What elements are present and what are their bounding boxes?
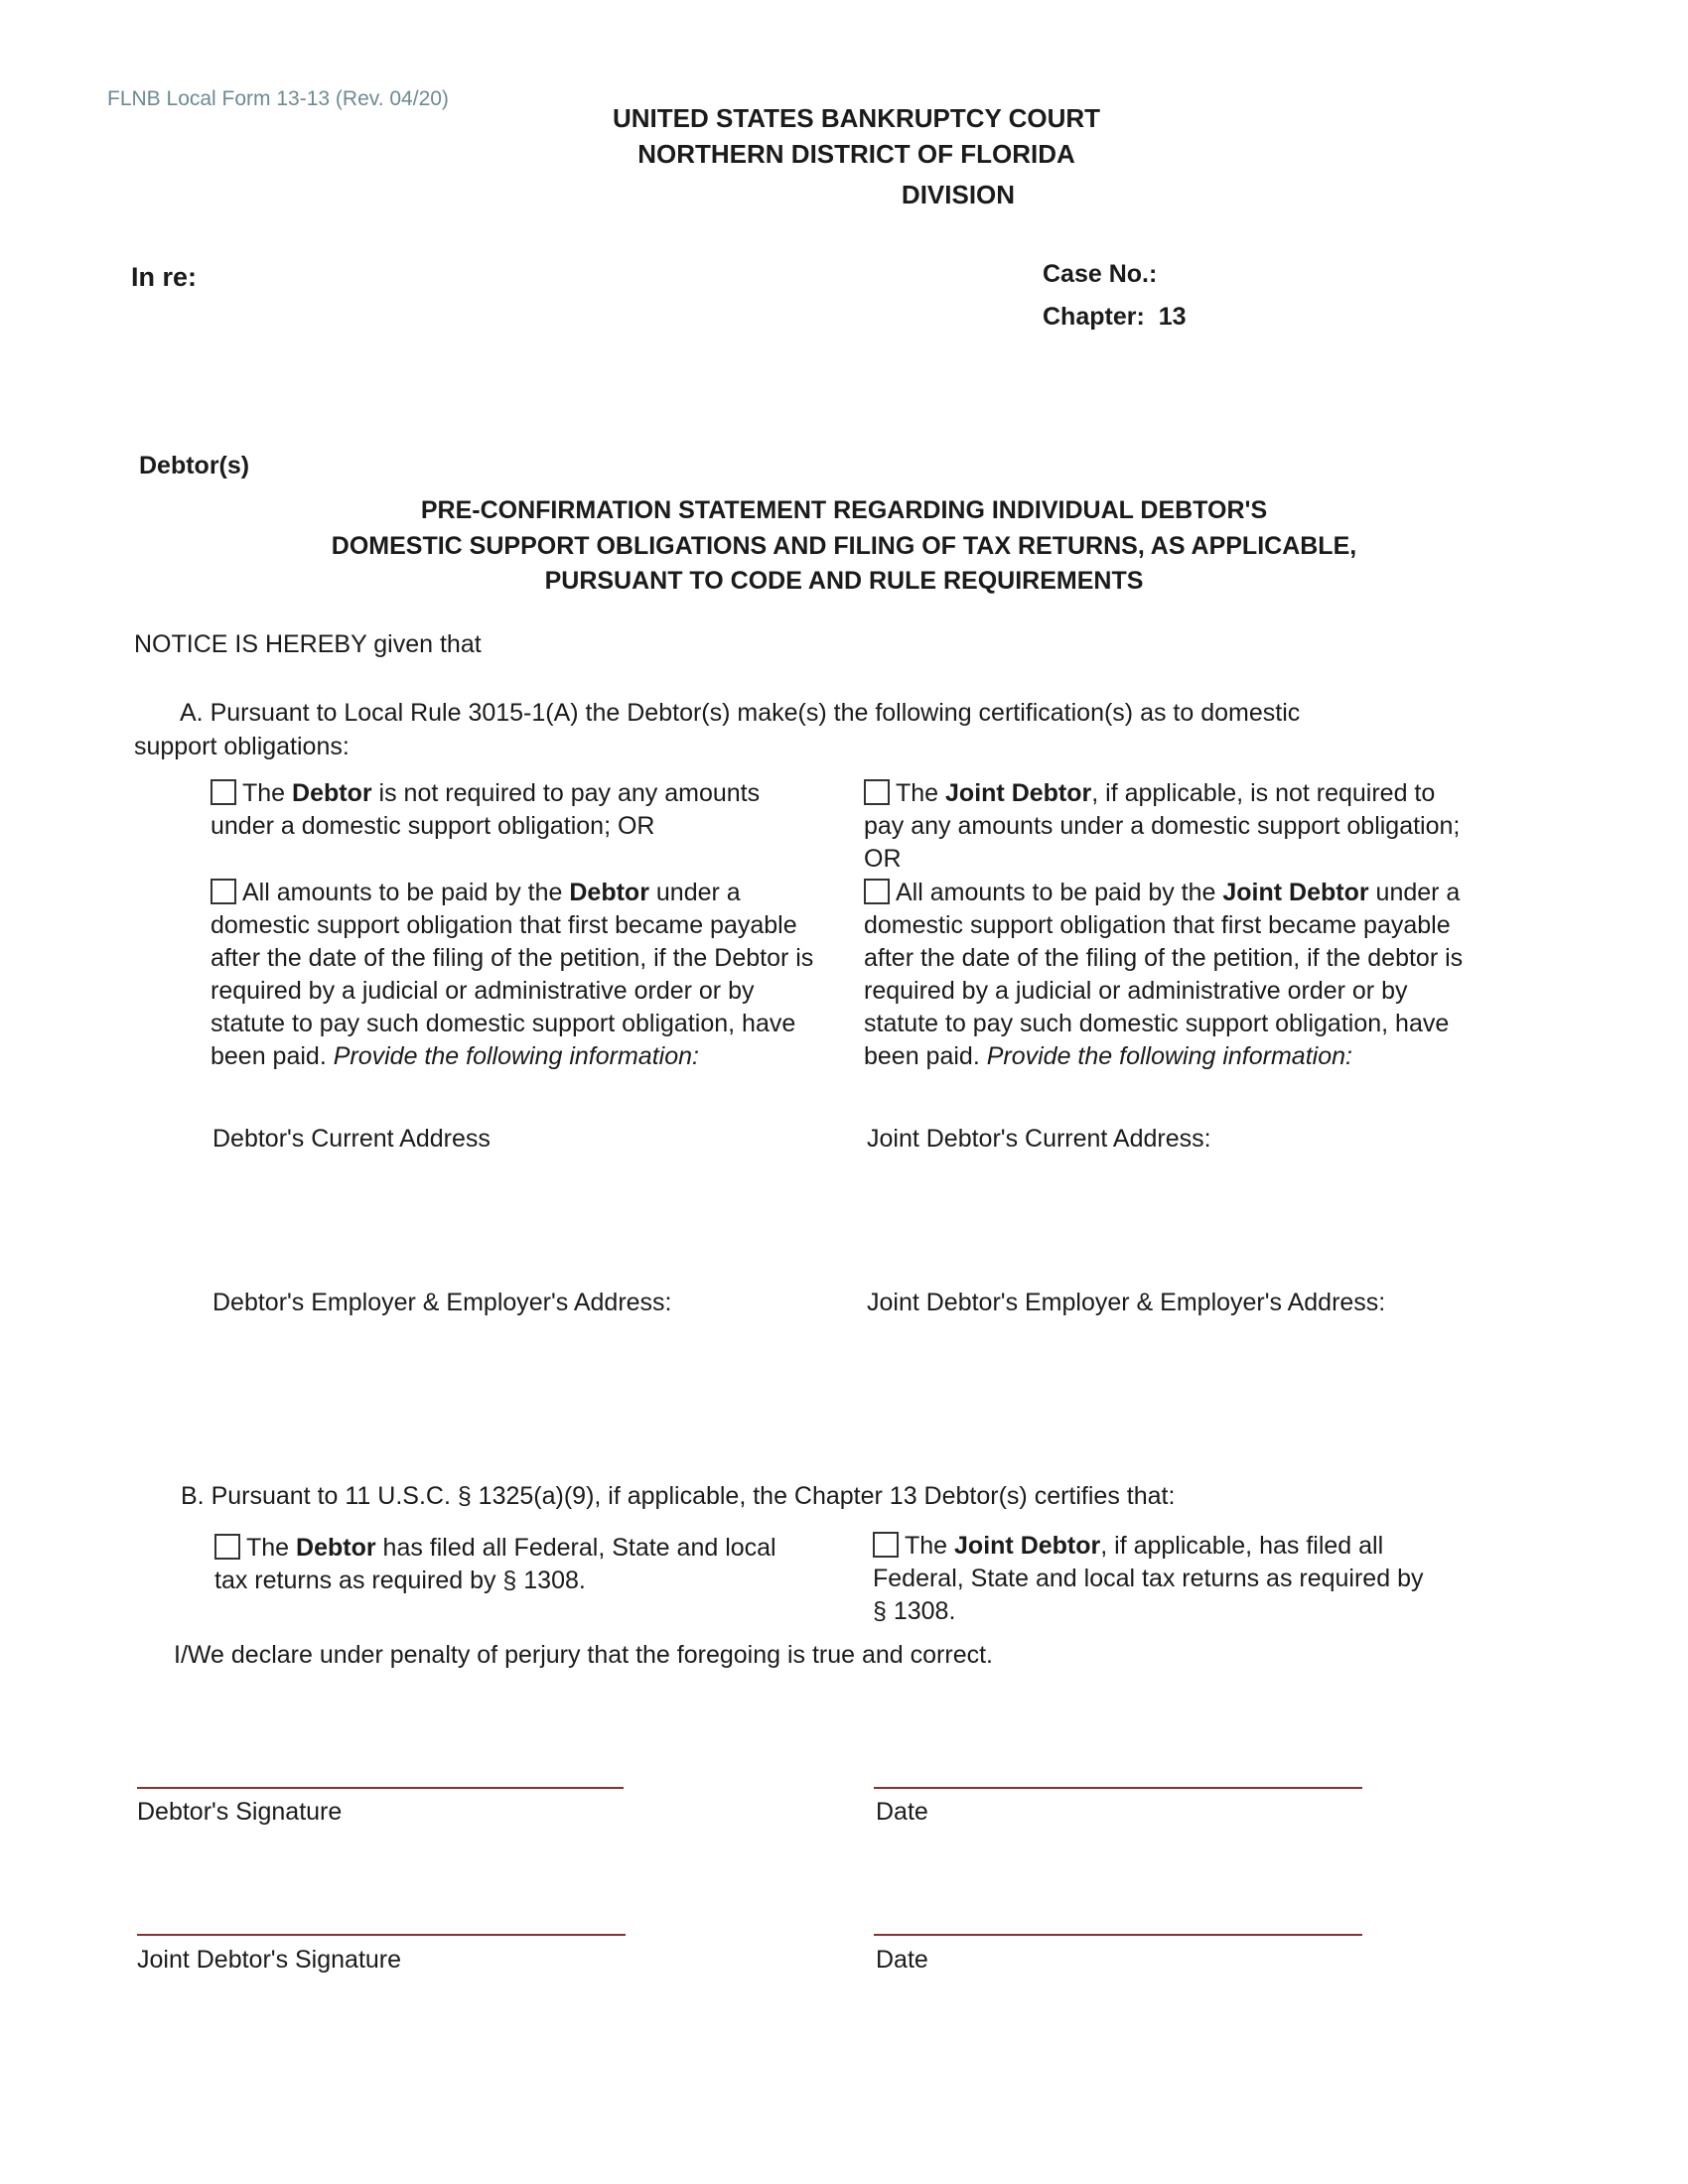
option-text: has filed all Federal, State and local tax returns as required by § 1308.	[214, 1534, 776, 1594]
court-division: DIVISION	[901, 180, 1016, 209]
option-bold-text: Debtor	[292, 779, 372, 807]
option-text: All amounts to be paid by the	[896, 879, 1223, 906]
section-b-intro: B. Pursuant to 11 U.S.C. § 1325(a)(9), if applicable, the Chapter 13 Debtor(s) certifies that:	[181, 1482, 1176, 1510]
debtor-not-required-checkbox[interactable]	[211, 779, 236, 805]
debtor-tax-checkbox[interactable]	[214, 1534, 240, 1560]
option-bold-text: Joint Debtor	[945, 779, 1092, 807]
debtor-employer-label: Debtor's Employer & Employer's Address:	[212, 1289, 672, 1316]
joint-tax-option	[873, 1530, 1429, 1628]
debtor-signature-label: Debtor's Signature	[137, 1798, 343, 1826]
in-re-label: In re:	[131, 262, 198, 292]
debtor-tax-option	[214, 1532, 780, 1597]
joint-not-required-option	[864, 777, 1470, 876]
debtor-address-label: Debtor's Current Address	[212, 1125, 491, 1153]
joint-tax-checkbox[interactable]	[873, 1532, 899, 1558]
case-number-label: Case No.:	[1043, 260, 1158, 288]
form-title-line-3: PURSUANT TO CODE AND RULE REQUIREMENTS	[544, 567, 1144, 595]
chapter-label: Chapter:	[1043, 303, 1145, 331]
date-label-2: Date	[876, 1946, 928, 1974]
debtor-not-required-option	[211, 777, 816, 843]
joint-not-required-checkbox[interactable]	[864, 779, 890, 805]
option-text: The	[896, 779, 946, 807]
option-bold-text: Joint Debtor	[954, 1532, 1101, 1560]
joint-signature-line[interactable]	[137, 1934, 626, 1936]
option-text: The	[246, 1534, 297, 1562]
debtors-label: Debtor(s)	[139, 452, 250, 479]
form-title-line-2: DOMESTIC SUPPORT OBLIGATIONS AND FILING OF TAX RETURNS, AS APPLICABLE,	[331, 532, 1357, 560]
debtor-paid-checkbox[interactable]	[211, 879, 236, 904]
option-bold-text: Joint Debtor	[1222, 879, 1369, 906]
option-text: , if applicable, is not required to pay any amounts under a domestic support obligation; OR	[864, 779, 1461, 873]
option-text: , if applicable, has filed all Federal, State and local tax returns as required by § 1308.	[873, 1532, 1424, 1625]
joint-paid-checkbox[interactable]	[864, 879, 890, 904]
option-italic-text: Provide the following information:	[986, 1042, 1352, 1070]
option-italic-text: Provide the following information:	[333, 1042, 699, 1070]
court-name: UNITED STATES BANKRUPTCY COURT	[612, 103, 1101, 133]
court-district: NORTHERN DISTRICT OF FLORIDA	[637, 139, 1075, 169]
option-text: under a domestic support obligation that first became payable after the date of the filing of the petition, if the debtor is required by a judicial or administrative order or by statute to pay such domestic support obligation, have been paid.	[864, 879, 1464, 1070]
option-text: All amounts to be paid by the	[242, 879, 570, 906]
joint-employer-label: Joint Debtor's Employer & Employer's Address:	[867, 1289, 1386, 1316]
debtor-paid-option	[211, 877, 816, 1073]
date-line-2[interactable]	[874, 1934, 1362, 1936]
joint-address-label: Joint Debtor's Current Address:	[867, 1125, 1211, 1153]
joint-paid-option	[864, 877, 1470, 1073]
chapter-value: 13	[1158, 303, 1187, 331]
date-line-1[interactable]	[874, 1787, 1362, 1789]
option-bold-text: Debtor	[296, 1534, 376, 1562]
section-a-intro: A. Pursuant to Local Rule 3015-1(A) the Debtor(s) make(s) the following certification(s) as to domestic support obligations:	[134, 699, 1301, 760]
declaration-text: I/We declare under penalty of perjury that the foregoing is true and correct.	[174, 1641, 993, 1669]
chapter-field	[1043, 303, 1187, 332]
joint-signature-label: Joint Debtor's Signature	[137, 1946, 402, 1974]
form-title-line-1: PRE-CONFIRMATION STATEMENT REGARDING INDIVIDUAL DEBTOR'S	[420, 496, 1268, 524]
option-text: under a domestic support obligation that first became payable after the date of the filing of the petition, if the Debtor is required by a judicial or administrative order or by statute to pay such domestic support obligation, have been paid.	[211, 879, 814, 1070]
form-id: FLNB Local Form 13-13 (Rev. 04/20)	[107, 87, 449, 110]
date-label-1: Date	[876, 1798, 928, 1826]
notice-text: NOTICE IS HEREBY given that	[134, 630, 482, 658]
debtor-signature-line[interactable]	[137, 1787, 624, 1789]
option-text: The	[905, 1532, 955, 1560]
option-text: The	[242, 779, 293, 807]
option-text: is not required to pay any amounts under a domestic support obligation; OR	[211, 779, 761, 840]
option-bold-text: Debtor	[569, 879, 649, 906]
